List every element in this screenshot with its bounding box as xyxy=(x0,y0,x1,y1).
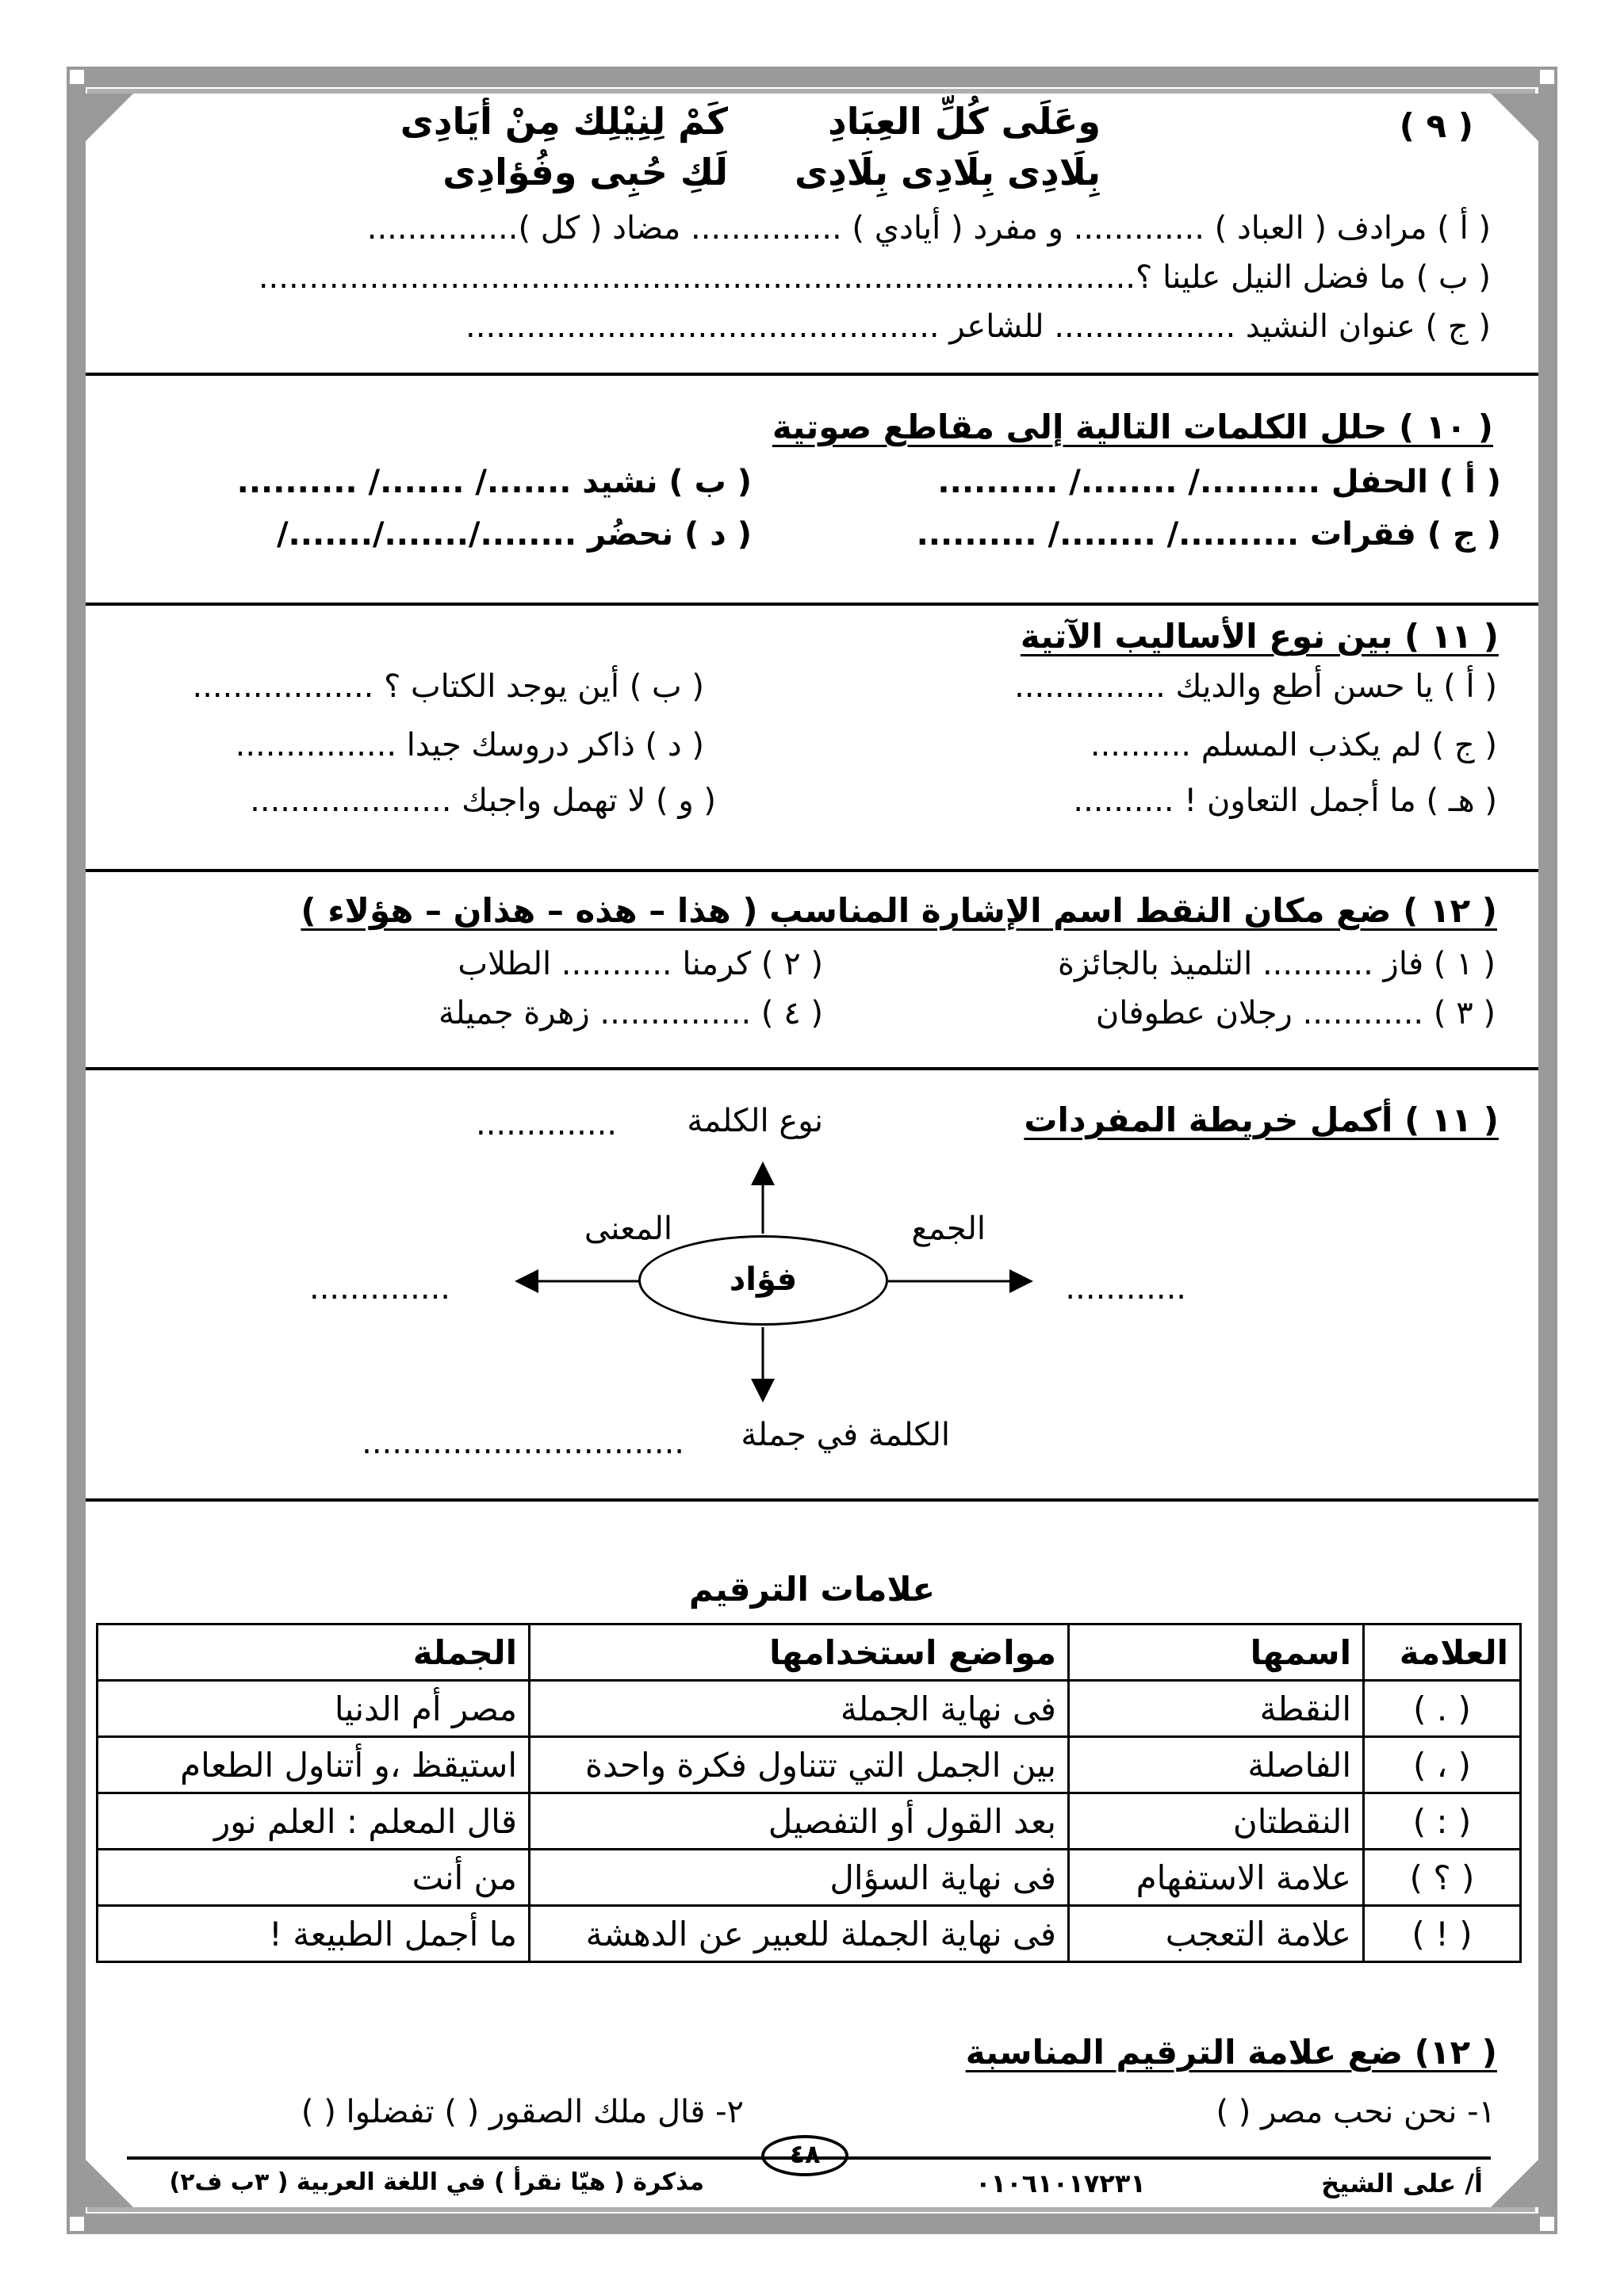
table-cell: النقطتان xyxy=(1069,1793,1364,1850)
q11-title: ( ١١ ) بين نوع الأساليب الآتية xyxy=(1020,617,1499,656)
table-cell: مصر أم الدنيا xyxy=(98,1681,530,1737)
punctuation-table xyxy=(96,1623,1522,1963)
q9-item-b: ( ب ) ما فضل النيل علينا ؟....................................................................................... xyxy=(258,259,1491,296)
poem-line2-left: لَكِ حُبِى وفُؤادِى xyxy=(442,151,728,193)
vocab-left-label: المعنى xyxy=(584,1211,672,1247)
table-cell: بعد القول أو التفصيل xyxy=(530,1793,1069,1850)
table-row xyxy=(98,1906,1521,1962)
q10-item-c: ( ج ) فقرات ........../ ......../ .......... xyxy=(916,516,1501,553)
table-cell: فى نهاية السؤال xyxy=(530,1850,1069,1906)
table-cell: استيقظ ،و أتناول الطعام xyxy=(98,1737,530,1793)
q11-item-d: ( د ) ذاكر دروسك جيدا ................ xyxy=(235,727,704,763)
q11-item-e: ( هـ ) ما أجمل التعاون ! .......... xyxy=(1073,783,1497,819)
q12b-title: ( ١٢) ضع علامة الترقيم المناسبة xyxy=(965,2033,1497,2072)
table-header: الجملة xyxy=(98,1624,530,1681)
vocab-top-dots: .............. xyxy=(475,1106,617,1142)
table-header-row xyxy=(98,1624,1521,1681)
table-cell: ما أجمل الطبيعة ! xyxy=(98,1906,530,1962)
q12-sentence-1: ( ١ ) فاز ........... التلميذ بالجائزة xyxy=(1058,946,1496,982)
table-cell: ( . ) xyxy=(1364,1681,1521,1737)
footer-book-title: مذكرة ( هيّا نقرأ ) في اللغة العربية ( ٣ب ف٢) xyxy=(169,2168,704,2196)
poem-line2-right: بِلَادِى بِلَادِى بِلَادِى xyxy=(795,151,1101,193)
table-cell: من أنت xyxy=(98,1850,530,1906)
vocab-left-dots: .............. xyxy=(308,1270,450,1307)
punctuation-title: علامات الترقيم xyxy=(688,1570,936,1609)
q12b-sentence-1: ١- نحن نحب مصر ( ) xyxy=(1216,2094,1496,2130)
q12-sentence-3: ( ٣ ) ............ رجلان عطوفان xyxy=(1095,995,1496,1031)
table-row xyxy=(98,1737,1521,1793)
q10-item-a: ( أ ) الحفل ........../ ......../ .......... xyxy=(937,464,1501,500)
q10-item-b: ( ب ) نشيد ......./ ......./ .......... xyxy=(236,464,752,500)
q12-sentence-4: ( ٤ ) ............... زهرة جميلة xyxy=(438,995,823,1031)
footer-teacher: أ/ على الشيخ xyxy=(1321,2168,1483,2198)
vocab-center-word: فؤاد xyxy=(729,1261,798,1298)
table-cell: فى نهاية الجملة xyxy=(530,1681,1069,1737)
q9-item-a: ( أ ) مرادف ( العباد ) ............. و مفرد ( أيادي ) ............... مضاد ( كل )............... xyxy=(366,210,1491,247)
table-header: اسمها xyxy=(1069,1624,1364,1681)
q9-number: ( ٩ ) xyxy=(1399,106,1473,145)
vocab-right-label: الجمع xyxy=(911,1211,986,1247)
section-divider xyxy=(86,1498,1538,1502)
vocab-right-dots: ............ xyxy=(1065,1270,1186,1307)
q12-title: ( ١٢ ) ضع مكان النقط اسم الإشارة المناسب ( هذا – هذه – هذان – هؤلاء ) xyxy=(301,891,1497,930)
table-header: مواضع استخدامها xyxy=(530,1624,1069,1681)
q10-item-d: ( د ) نحضُر ......../......./......./ xyxy=(276,516,752,553)
table-cell: الفاصلة xyxy=(1069,1737,1364,1793)
poem-line1-right: وعَلَى كُلِّ العِبَادِ xyxy=(828,100,1101,143)
table-cell: قال المعلم : العلم نور xyxy=(98,1793,530,1850)
table-cell: بين الجمل التي تتناول فكرة واحدة xyxy=(530,1737,1069,1793)
q11-item-b: ( ب ) أين يوجد الكتاب ؟ .................. xyxy=(192,668,704,705)
q11-item-a: ( أ ) يا حسن أطع والديك ............... xyxy=(1014,668,1497,705)
table-cell: ( : ) xyxy=(1364,1793,1521,1850)
q12-sentence-2: ( ٢ ) كرمنا ........... الطلاب xyxy=(458,946,823,982)
footer-page-number: ٤٨ xyxy=(789,2139,821,2169)
q11-item-c: ( ج ) لم يكذب المسلم .......... xyxy=(1090,727,1497,763)
table-row xyxy=(98,1850,1521,1906)
table-cell: علامة الاستفهام xyxy=(1069,1850,1364,1906)
q12b-sentence-2: ٢- قال ملك الصقور ( ) تفضلوا ( ) xyxy=(301,2094,744,2130)
vocab-bottom-label: الكلمة في جملة xyxy=(741,1417,950,1453)
table-row xyxy=(98,1681,1521,1737)
table-cell: علامة التعجب xyxy=(1069,1906,1364,1962)
table-cell: ( ، ) xyxy=(1364,1737,1521,1793)
table-cell: ( ! ) xyxy=(1364,1906,1521,1962)
table-cell: النقطة xyxy=(1069,1681,1364,1737)
vocab-bottom-dots: ................................ xyxy=(362,1425,684,1461)
vocab-top-label: نوع الكلمة xyxy=(687,1103,823,1139)
vocab-map-title: ( ١١ ) أكمل خريطة المفردات xyxy=(1024,1100,1499,1139)
q11-item-f: ( و ) لا تهمل واجبك .................... xyxy=(250,783,716,819)
q10-title: ( ١٠ ) حلل الكلمات التالية إلى مقاطع صوتية xyxy=(772,408,1493,446)
poem-line1-left: كَمْ لِنِيْلِك مِنْ أيَادِى xyxy=(400,100,728,143)
table-header: العلامة xyxy=(1364,1624,1521,1681)
table-row xyxy=(98,1793,1521,1850)
q9-item-c: ( ج ) عنوان النشيد .................. للشاعر ............................................... xyxy=(465,308,1491,345)
table-cell: فى نهاية الجملة للعبير عن الدهشة xyxy=(530,1906,1069,1962)
footer-phone: ٠١٠٦١٠١٧٢٣١ xyxy=(975,2168,1146,2198)
table-cell: ( ؟ ) xyxy=(1364,1850,1521,1906)
